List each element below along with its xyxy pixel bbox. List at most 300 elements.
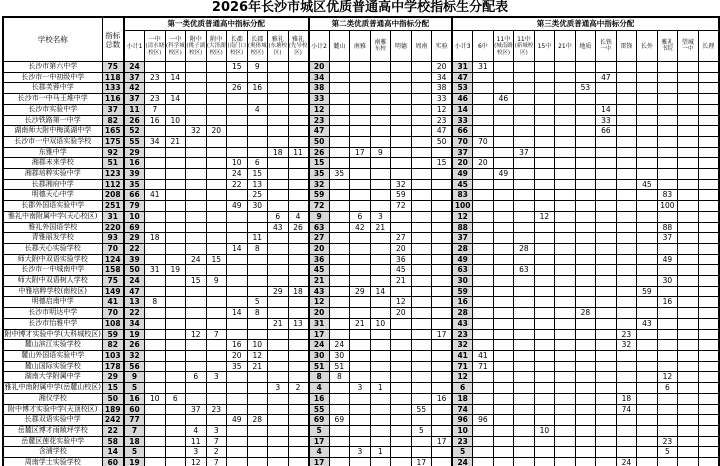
category-header: 第一类优质普通高中指标分配	[124, 17, 309, 31]
column-header-line2: 书院	[661, 46, 673, 53]
value-cell	[268, 372, 289, 383]
value-cell	[657, 136, 678, 147]
value-cell	[370, 415, 391, 426]
value-cell	[575, 318, 596, 329]
value-cell	[514, 94, 535, 105]
value-cell: 12	[452, 372, 473, 383]
value-cell	[350, 72, 371, 83]
value-cell: 32	[124, 350, 145, 361]
value-cell: 53	[575, 83, 596, 94]
value-cell	[288, 340, 309, 351]
value-cell	[247, 404, 268, 415]
value-cell	[206, 115, 227, 126]
value-cell: 50	[432, 136, 453, 147]
value-cell	[616, 243, 637, 254]
value-cell	[596, 136, 617, 147]
value-cell	[288, 169, 309, 180]
value-cell: 10	[227, 158, 248, 169]
value-cell	[370, 72, 391, 83]
value-cell	[534, 286, 555, 297]
value-cell	[596, 169, 617, 180]
value-cell: 19	[165, 265, 186, 276]
column-header-line2: (科学城校区)	[165, 43, 185, 56]
value-cell: 50	[102, 393, 124, 404]
column-header-line2: (桃子湖校区)	[186, 43, 206, 56]
value-cell: 74	[616, 404, 637, 415]
value-cell: 7	[124, 425, 145, 436]
value-cell	[186, 115, 207, 126]
value-cell	[616, 350, 637, 361]
value-cell	[678, 158, 699, 169]
value-cell	[534, 436, 555, 447]
value-cell	[657, 361, 678, 372]
value-cell: 3	[186, 447, 207, 458]
column-header	[247, 31, 268, 62]
value-cell	[268, 233, 289, 244]
value-cell	[555, 201, 576, 212]
value-cell	[493, 243, 514, 254]
value-cell	[698, 136, 719, 147]
value-cell	[268, 393, 289, 404]
value-cell	[432, 222, 453, 233]
column-header	[473, 31, 494, 62]
value-cell	[227, 383, 248, 394]
value-cell	[165, 425, 186, 436]
value-cell	[227, 115, 248, 126]
value-cell	[206, 72, 227, 83]
value-cell: 16	[309, 393, 330, 404]
value-cell	[329, 94, 350, 105]
value-cell	[186, 158, 207, 169]
value-cell: 14	[165, 72, 186, 83]
table-row	[3, 115, 719, 126]
value-cell	[247, 458, 268, 466]
value-cell	[350, 436, 371, 447]
value-cell	[534, 383, 555, 394]
value-cell: 16	[124, 158, 145, 169]
value-cell: 77	[124, 415, 145, 426]
value-cell: 17	[432, 436, 453, 447]
column-header	[288, 31, 309, 62]
value-cell: 35	[329, 169, 350, 180]
value-cell	[165, 243, 186, 254]
value-cell: 7	[206, 436, 227, 447]
value-cell	[329, 115, 350, 126]
value-cell	[616, 83, 637, 94]
value-cell	[493, 318, 514, 329]
value-cell	[227, 211, 248, 222]
value-cell	[165, 83, 186, 94]
value-cell	[596, 308, 617, 319]
value-cell	[473, 372, 494, 383]
value-cell	[698, 404, 719, 415]
allocation-table	[2, 16, 720, 466]
value-cell: 18	[452, 393, 473, 404]
column-header-line1: 雅礼	[292, 36, 305, 43]
value-cell	[657, 104, 678, 115]
value-cell	[370, 350, 391, 361]
value-cell	[206, 104, 227, 115]
table-row	[3, 276, 719, 287]
value-cell	[165, 361, 186, 372]
value-cell	[473, 340, 494, 351]
value-cell: 9	[206, 276, 227, 287]
value-cell	[657, 147, 678, 158]
value-cell	[268, 361, 289, 372]
column-header-line1: 15中	[537, 42, 552, 50]
value-cell	[493, 147, 514, 158]
value-cell	[514, 393, 535, 404]
school-name-cell: 师大附中双语树人学校	[3, 276, 102, 287]
value-cell	[370, 94, 391, 105]
value-cell	[534, 415, 555, 426]
value-cell: 43	[309, 286, 330, 297]
value-cell	[493, 104, 514, 115]
column-header-line1: 小计2	[311, 42, 327, 50]
value-cell	[514, 126, 535, 137]
value-cell: 30	[452, 276, 473, 287]
value-cell	[493, 179, 514, 190]
value-cell	[247, 383, 268, 394]
value-cell	[657, 415, 678, 426]
value-cell: 45	[391, 265, 412, 276]
value-cell	[596, 254, 617, 265]
value-cell	[473, 254, 494, 265]
value-cell	[227, 147, 248, 158]
value-cell	[145, 179, 166, 190]
value-cell	[514, 297, 535, 308]
value-cell: 70	[473, 136, 494, 147]
value-cell	[555, 179, 576, 190]
value-cell	[145, 458, 166, 466]
value-cell	[555, 190, 576, 201]
value-cell	[678, 361, 699, 372]
value-cell	[493, 361, 514, 372]
value-cell	[657, 329, 678, 340]
value-cell	[329, 190, 350, 201]
value-cell: 8	[247, 308, 268, 319]
value-cell	[350, 158, 371, 169]
value-cell	[534, 126, 555, 137]
value-cell	[411, 72, 432, 83]
column-header-line1: 长郡	[230, 36, 243, 43]
value-cell	[657, 158, 678, 169]
value-cell	[391, 147, 412, 158]
value-cell	[411, 276, 432, 287]
value-cell	[411, 201, 432, 212]
value-cell	[432, 265, 453, 276]
value-cell: 23	[145, 72, 166, 83]
value-cell	[493, 222, 514, 233]
value-cell	[473, 104, 494, 115]
value-cell	[678, 276, 699, 287]
value-cell	[575, 458, 596, 466]
value-cell	[637, 201, 658, 212]
value-cell: 16	[452, 297, 473, 308]
value-cell	[329, 83, 350, 94]
value-cell	[329, 62, 350, 73]
column-header-line1: 实验	[435, 42, 448, 50]
value-cell	[678, 318, 699, 329]
value-cell: 69	[124, 222, 145, 233]
value-cell	[370, 425, 391, 436]
school-name-cell: 雅礼外国语学校	[3, 222, 102, 233]
column-header-line2: (东塘校区)	[268, 43, 288, 56]
school-name-cell: 周南学士实验学校	[3, 458, 102, 466]
value-cell	[329, 136, 350, 147]
value-cell: 13	[247, 179, 268, 190]
value-cell: 9	[124, 372, 145, 383]
value-cell	[514, 415, 535, 426]
value-cell	[145, 340, 166, 351]
value-cell	[555, 94, 576, 105]
value-cell: 55	[309, 404, 330, 415]
value-cell	[616, 383, 637, 394]
value-cell	[514, 350, 535, 361]
value-cell: 12	[391, 297, 412, 308]
value-cell	[555, 329, 576, 340]
value-cell	[432, 254, 453, 265]
value-cell	[596, 415, 617, 426]
table-row	[3, 243, 719, 254]
value-cell	[268, 190, 289, 201]
value-cell	[534, 372, 555, 383]
value-cell	[165, 211, 186, 222]
value-cell	[698, 233, 719, 244]
table-row	[3, 83, 719, 94]
value-cell	[432, 350, 453, 361]
value-cell	[411, 350, 432, 361]
column-header-line2: (大泽湖校区)	[206, 43, 226, 56]
value-cell	[268, 169, 289, 180]
value-cell	[186, 383, 207, 394]
value-cell	[206, 361, 227, 372]
value-cell	[186, 233, 207, 244]
value-cell	[145, 447, 166, 458]
value-cell	[329, 286, 350, 297]
value-cell	[473, 94, 494, 105]
value-cell	[575, 147, 596, 158]
value-cell	[534, 254, 555, 265]
value-cell: 59	[309, 190, 330, 201]
value-cell: 16	[145, 115, 166, 126]
value-cell	[268, 94, 289, 105]
value-cell	[288, 425, 309, 436]
value-cell	[432, 372, 453, 383]
value-cell	[657, 83, 678, 94]
column-header	[493, 31, 514, 62]
value-cell: 23	[657, 436, 678, 447]
value-cell: 34	[124, 318, 145, 329]
value-cell: 12	[657, 372, 678, 383]
value-cell: 46	[493, 94, 514, 105]
value-cell	[678, 179, 699, 190]
table-row	[3, 136, 719, 147]
value-cell	[596, 158, 617, 169]
value-cell	[514, 425, 535, 436]
column-header-line1: 附中	[210, 36, 223, 43]
value-cell	[637, 340, 658, 351]
value-cell	[329, 158, 350, 169]
column-header	[555, 31, 576, 62]
value-cell: 41	[452, 350, 473, 361]
value-cell: 29	[102, 372, 124, 383]
column-header-line1: 雅礼	[661, 39, 674, 47]
value-cell	[432, 318, 453, 329]
value-cell	[575, 425, 596, 436]
column-header	[575, 31, 596, 62]
value-cell	[329, 201, 350, 212]
value-cell	[370, 169, 391, 180]
value-cell	[473, 436, 494, 447]
school-name-cell: 长沙市一中马王堆中学	[3, 94, 102, 105]
value-cell	[165, 179, 186, 190]
value-cell	[411, 94, 432, 105]
value-cell	[678, 190, 699, 201]
value-cell	[247, 136, 268, 147]
value-cell: 33	[596, 115, 617, 126]
value-cell	[227, 425, 248, 436]
value-cell	[350, 62, 371, 73]
value-cell: 10	[370, 318, 391, 329]
value-cell	[288, 83, 309, 94]
value-cell	[370, 329, 391, 340]
column-header-line2: (新城校区)	[514, 43, 534, 56]
value-cell: 116	[102, 94, 124, 105]
value-cell: 72	[309, 201, 330, 212]
value-cell: 42	[124, 83, 145, 94]
value-cell: 14	[165, 94, 186, 105]
value-cell	[678, 62, 699, 73]
value-cell	[698, 158, 719, 169]
value-cell	[206, 340, 227, 351]
value-cell	[493, 297, 514, 308]
value-cell	[616, 276, 637, 287]
value-cell	[165, 201, 186, 212]
value-cell	[657, 340, 678, 351]
value-cell: 70	[452, 136, 473, 147]
value-cell	[227, 447, 248, 458]
value-cell	[370, 372, 391, 383]
value-cell: 21	[268, 318, 289, 329]
value-cell	[534, 393, 555, 404]
value-cell	[534, 222, 555, 233]
value-cell	[288, 254, 309, 265]
value-cell	[227, 222, 248, 233]
value-cell	[268, 350, 289, 361]
value-cell	[555, 286, 576, 297]
value-cell	[616, 190, 637, 201]
value-cell	[247, 372, 268, 383]
value-cell	[473, 276, 494, 287]
table-row	[3, 297, 719, 308]
value-cell	[698, 276, 719, 287]
value-cell	[678, 415, 699, 426]
value-cell	[165, 62, 186, 73]
column-header	[124, 31, 145, 62]
value-cell	[493, 458, 514, 466]
value-cell	[145, 329, 166, 340]
value-cell: 66	[452, 126, 473, 137]
value-cell	[227, 276, 248, 287]
value-cell	[678, 350, 699, 361]
value-cell	[370, 361, 391, 372]
value-cell	[329, 458, 350, 466]
value-cell	[411, 126, 432, 137]
value-cell: 17	[432, 329, 453, 340]
table-row	[3, 361, 719, 372]
column-header-line1: 明德	[394, 42, 407, 50]
value-cell	[432, 243, 453, 254]
value-cell	[514, 169, 535, 180]
value-cell	[145, 83, 166, 94]
value-cell	[637, 265, 658, 276]
value-cell: 14	[596, 104, 617, 115]
value-cell: 21	[309, 276, 330, 287]
value-cell	[534, 361, 555, 372]
value-cell	[473, 115, 494, 126]
value-cell	[493, 436, 514, 447]
value-cell	[473, 297, 494, 308]
column-header-line1: 长理	[702, 42, 715, 50]
school-name-cell: 长郡天心实验学校	[3, 243, 102, 254]
value-cell: 12	[186, 458, 207, 466]
value-cell: 38	[309, 83, 330, 94]
value-cell	[206, 158, 227, 169]
value-cell: 35	[124, 179, 145, 190]
value-cell	[391, 447, 412, 458]
value-cell	[391, 136, 412, 147]
column-header	[391, 31, 412, 62]
value-cell	[698, 243, 719, 254]
school-name-cell: 湘郡培粹实验中学	[3, 169, 102, 180]
value-cell	[555, 276, 576, 287]
school-name-cell: 长郡双语实验中学	[3, 415, 102, 426]
value-cell	[227, 104, 248, 115]
value-cell	[534, 458, 555, 466]
value-cell	[432, 286, 453, 297]
value-cell	[165, 340, 186, 351]
value-cell	[186, 415, 207, 426]
value-cell	[596, 265, 617, 276]
table-row	[3, 94, 719, 105]
value-cell: 20	[309, 62, 330, 73]
value-cell	[534, 179, 555, 190]
school-name-cell: 长沙市实验中学	[3, 104, 102, 115]
value-cell	[391, 361, 412, 372]
value-cell	[227, 436, 248, 447]
value-cell: 22	[124, 243, 145, 254]
table-row	[3, 308, 719, 319]
value-cell: 26	[227, 83, 248, 94]
value-cell	[206, 393, 227, 404]
table-row	[3, 158, 719, 169]
school-name-cell: 含浦学校	[3, 447, 102, 458]
value-cell	[657, 404, 678, 415]
value-cell	[575, 436, 596, 447]
value-cell	[514, 72, 535, 83]
value-cell	[329, 179, 350, 190]
value-cell	[637, 233, 658, 244]
value-cell: 6	[350, 211, 371, 222]
value-cell	[616, 308, 637, 319]
value-cell	[678, 447, 699, 458]
value-cell	[575, 254, 596, 265]
value-cell	[534, 297, 555, 308]
value-cell: 20	[227, 350, 248, 361]
value-cell	[473, 393, 494, 404]
value-cell	[637, 190, 658, 201]
